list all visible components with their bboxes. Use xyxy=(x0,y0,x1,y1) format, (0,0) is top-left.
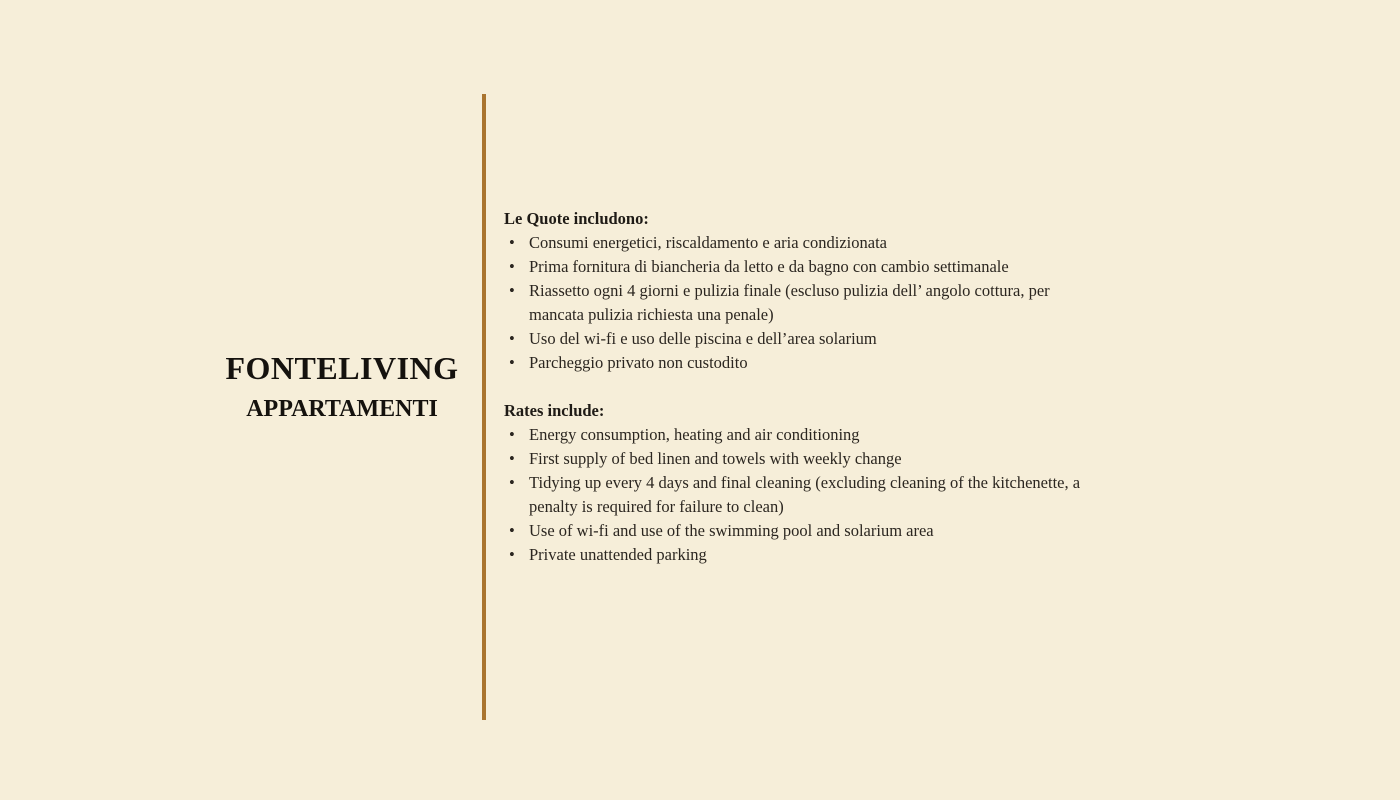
list-item: • First supply of bed linen and towels with weekly change xyxy=(504,447,1084,471)
list-item: • Consumi energetici, riscaldamento e aria condizionata xyxy=(504,231,1084,255)
list-item: • Riassetto ogni 4 giorni e pulizia finale (escluso pulizia dell’ angolo cottura, per mancata pulizia richiesta una penale) xyxy=(504,279,1084,327)
section-italian xyxy=(504,207,1084,375)
list-item: • Use of wi-fi and use of the swimming pool and solarium area xyxy=(504,519,1084,543)
brand-title: FONTELIVING xyxy=(225,350,459,386)
list-item: • Energy consumption, heating and air conditioning xyxy=(504,423,1084,447)
list-item: • Tidying up every 4 days and final cleaning (excluding cleaning of the kitchenette, a penalty is required for failure to clean) xyxy=(504,471,1084,519)
section-title-english: Rates include: xyxy=(504,401,605,420)
section-spacer xyxy=(504,375,1084,399)
list-item: • Uso del wi-fi e uso delle piscina e dell’area solarium xyxy=(504,327,1084,351)
list-item: • Private unattended parking xyxy=(504,543,1084,567)
section-english xyxy=(504,399,1084,567)
list-italian xyxy=(504,231,1084,375)
list-item: • Prima fornitura di biancheria da letto e da bagno con cambio settimanale xyxy=(504,255,1084,279)
brand-block xyxy=(200,348,484,424)
vertical-divider xyxy=(482,94,486,720)
section-title-italian: Le Quote includono: xyxy=(504,209,649,228)
brand-subtitle: APPARTAMENTI xyxy=(246,396,438,422)
rates-content xyxy=(504,207,1084,567)
list-english xyxy=(504,423,1084,567)
list-item: • Parcheggio privato non custodito xyxy=(504,351,1084,375)
